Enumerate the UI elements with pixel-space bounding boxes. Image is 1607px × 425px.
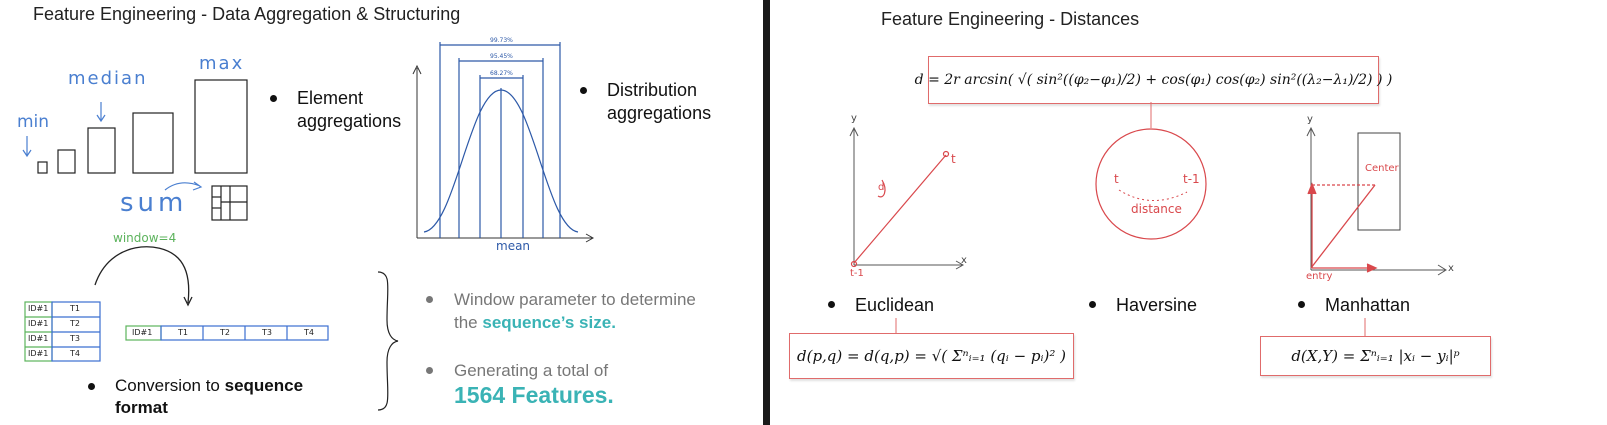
bullet-dot [426, 296, 433, 303]
right-slide [770, 0, 1607, 425]
bullet-dot [88, 383, 95, 390]
window-line-2-prefix: the [454, 313, 483, 332]
bullet-dot [1298, 301, 1305, 308]
element-aggregations-bullet [297, 87, 401, 133]
bullet-dot [580, 87, 587, 94]
distribution-aggregations-bullet [607, 79, 711, 125]
conversion-prefix: Conversion to [115, 376, 225, 395]
sequence-size-highlight: sequence’s size. [482, 313, 616, 332]
distribution-line-2: aggregations [607, 103, 712, 123]
euclidean-formula: d(p,q) = d(q,p) = √( Σⁿᵢ₌₁ (qᵢ − pᵢ)² ) [789, 333, 1074, 379]
euclid-y-label: y [851, 113, 857, 124]
time-cell: T3 [70, 334, 80, 343]
seq-id-cell: ID#1 [132, 328, 153, 337]
max-box [195, 80, 247, 173]
pct-middle-label: 95.45% [490, 53, 513, 60]
median-box [88, 128, 115, 173]
seq-time-cell: T3 [262, 328, 272, 337]
bullet-dot [828, 301, 835, 308]
seq-time-cell: T2 [220, 328, 230, 337]
manhattan-entry-label: entry [1306, 271, 1333, 282]
conversion-bullet [115, 375, 303, 419]
min-box [38, 162, 47, 173]
haversine-t-label: t [1114, 172, 1119, 186]
euclid-t-label: t [951, 152, 956, 166]
mean-label: mean [496, 239, 531, 253]
large-box [133, 113, 173, 173]
pct-inner-label: 68.27% [490, 70, 513, 77]
euclid-x-label: x [961, 255, 967, 266]
total-features-bullet [454, 359, 608, 382]
manhattan-x-label: x [1448, 263, 1454, 274]
slide-divider [763, 0, 770, 425]
euclid-t-minus-label: t-1 [850, 268, 864, 279]
small-box [58, 150, 75, 173]
id-cell: ID#1 [28, 319, 49, 328]
median-label: median [68, 68, 148, 89]
right-slide-title: Feature Engineering - Distances [881, 9, 1140, 29]
window-label: window=4 [113, 231, 177, 245]
left-slide [0, 0, 763, 425]
distribution-line-1: Distribution [607, 80, 698, 100]
haversine-label: Haversine [1116, 295, 1198, 315]
sum-label: sum [120, 188, 188, 218]
min-label: min [17, 112, 50, 132]
time-cell: T4 [70, 349, 80, 358]
element-line-2: aggregations [297, 111, 402, 131]
manhattan-label: Manhattan [1325, 295, 1411, 315]
total-features-value: 1564 Features. [454, 382, 614, 408]
pct-outer-label: 99.73% [490, 37, 513, 44]
manhattan-center-label: Center [1365, 163, 1399, 174]
euclidean-label: Euclidean [855, 295, 935, 315]
seq-time-cell: T4 [304, 328, 314, 337]
id-cell: ID#1 [28, 304, 49, 313]
max-label: max [199, 53, 245, 74]
haversine-distance-label: distance [1131, 202, 1182, 216]
window-parameter-bullet [454, 288, 696, 334]
manhattan-formula: d(X,Y) = Σⁿᵢ₌₁ |xᵢ − yᵢ|ᵖ [1260, 336, 1491, 376]
bullet-dot [270, 95, 277, 102]
conversion-bold: sequence [224, 376, 304, 395]
haversine-formula: d = 2r arcsin( √( sin²((φ₂−φ₁)/2) + cos(φ₁) cos(φ₂) sin²((λ₂−λ₁)/2) ) ) [928, 56, 1379, 104]
conversion-bold-2: format [115, 398, 168, 417]
id-cell: ID#1 [28, 334, 49, 343]
window-line-1: Window parameter to determine [454, 290, 696, 309]
euclid-d-label: d [878, 182, 885, 193]
seq-time-cell: T1 [178, 328, 188, 337]
bullet-dot [426, 367, 433, 374]
left-slide-title: Feature Engineering - Data Aggregation & Structuring [33, 4, 461, 24]
aggregation-sketch [0, 0, 763, 425]
time-cell: T1 [70, 304, 80, 313]
haversine-t-minus-label: t-1 [1183, 172, 1200, 186]
id-cell: ID#1 [28, 349, 49, 358]
bullet-dot [1089, 301, 1096, 308]
element-line-1: Element [297, 88, 364, 108]
time-cell: T2 [70, 319, 80, 328]
total-text: Generating a total of [454, 361, 609, 380]
manhattan-y-label: y [1307, 114, 1313, 125]
